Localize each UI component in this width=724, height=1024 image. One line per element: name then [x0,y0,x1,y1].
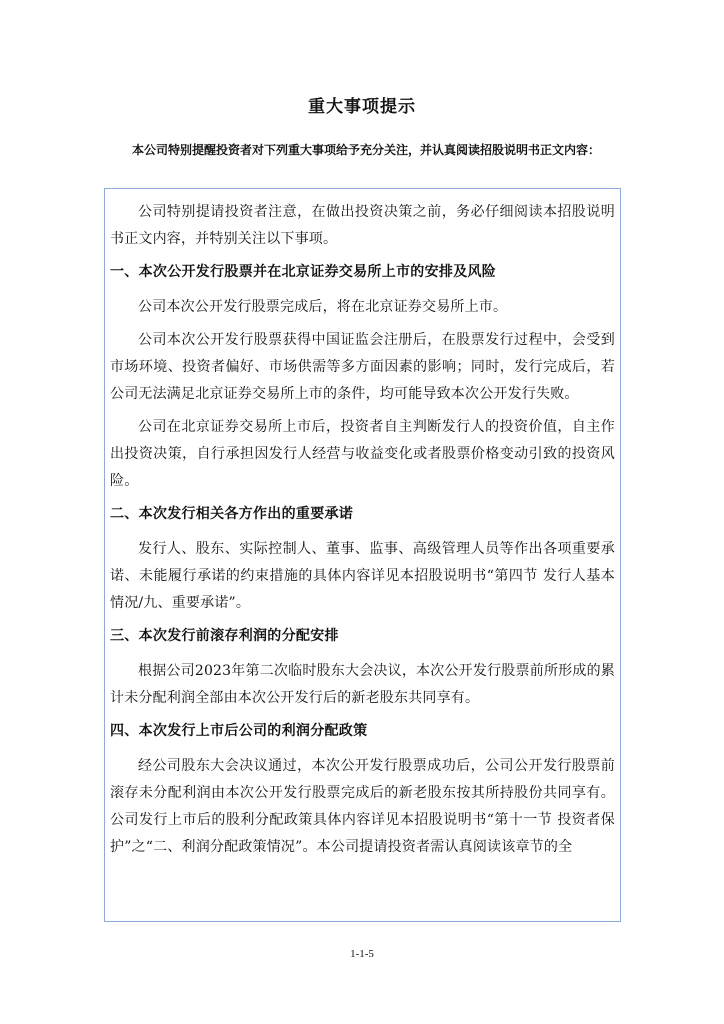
section-heading-2: 二、本次发行相关各方作出的重要承诺 [110,506,354,522]
section-heading-4: 四、本次发行上市后公司的利润分配政策 [110,723,368,739]
section-heading-3: 三、本次发行前滚存利润的分配安排 [110,628,339,644]
box-intro-paragraph: 公司特别提请投资者注意，在做出投资决策之前，务必仔细阅读本招股说明书正文内容，并特别关注以下事项。 [110,204,615,247]
section-1-paragraph-2: 公司本次公开发行股票获得中国证监会注册后，在股票发行过程中，会受到市场环境、投资者偏好、市场供需等多方面因素的影响；同时，发行完成后，若公司无法满足北京证券交易所上市的条件，均可能导致本次公开发行失败。 [110,332,615,402]
section-heading-1: 一、本次公开发行股票并在北京证券交易所上市的安排及风险 [110,264,497,280]
section-2-paragraph-1: 发行人、股东、实际控制人、董事、监事、高级管理人员等作出各项重要承诺、未能履行承诺的约束措施的具体内容详见本招股说明书“第四节 发行人基本情况/九、重要承诺”。 [110,541,615,611]
page-number: 1-1-5 [350,948,374,960]
section-1-paragraph-3: 公司在北京证券交易所上市后，投资者自主判断发行人的投资价值，自主作出投资决策，自行承担因发行人经营与收益变化或者股票价格变动引致的投资风险。 [110,419,615,489]
page-title: 重大事项提示 [308,97,416,117]
intro-notice: 本公司特别提醒投资者对下列重大事项给予充分关注，并认真阅读招股说明书正文内容： [132,143,601,157]
section-1-paragraph-1: 公司本次公开发行股票完成后，将在北京证券交易所上市。 [138,299,508,315]
section-4-paragraph-1: 经公司股东大会决议通过，本次公开发行股票成功后，公司公开发行股票前滚存未分配利润由本次公开发行股票完成后的新老股东按其所持股份共同享有。公司发行上市后的股利分配政策具体内容详见本招股说明书“第十一节 投资者保护”之“二、利润分配政策情况”。本公司提请投资者需认真阅读该章节的全 [110,758,615,855]
content-box [104,188,621,922]
section-3-paragraph-1: 根据公司2023年第二次临时股东大会决议，本次公开发行股票前所形成的累计未分配利润全部由本次公开发行后的新老股东共同享有。 [110,663,615,706]
